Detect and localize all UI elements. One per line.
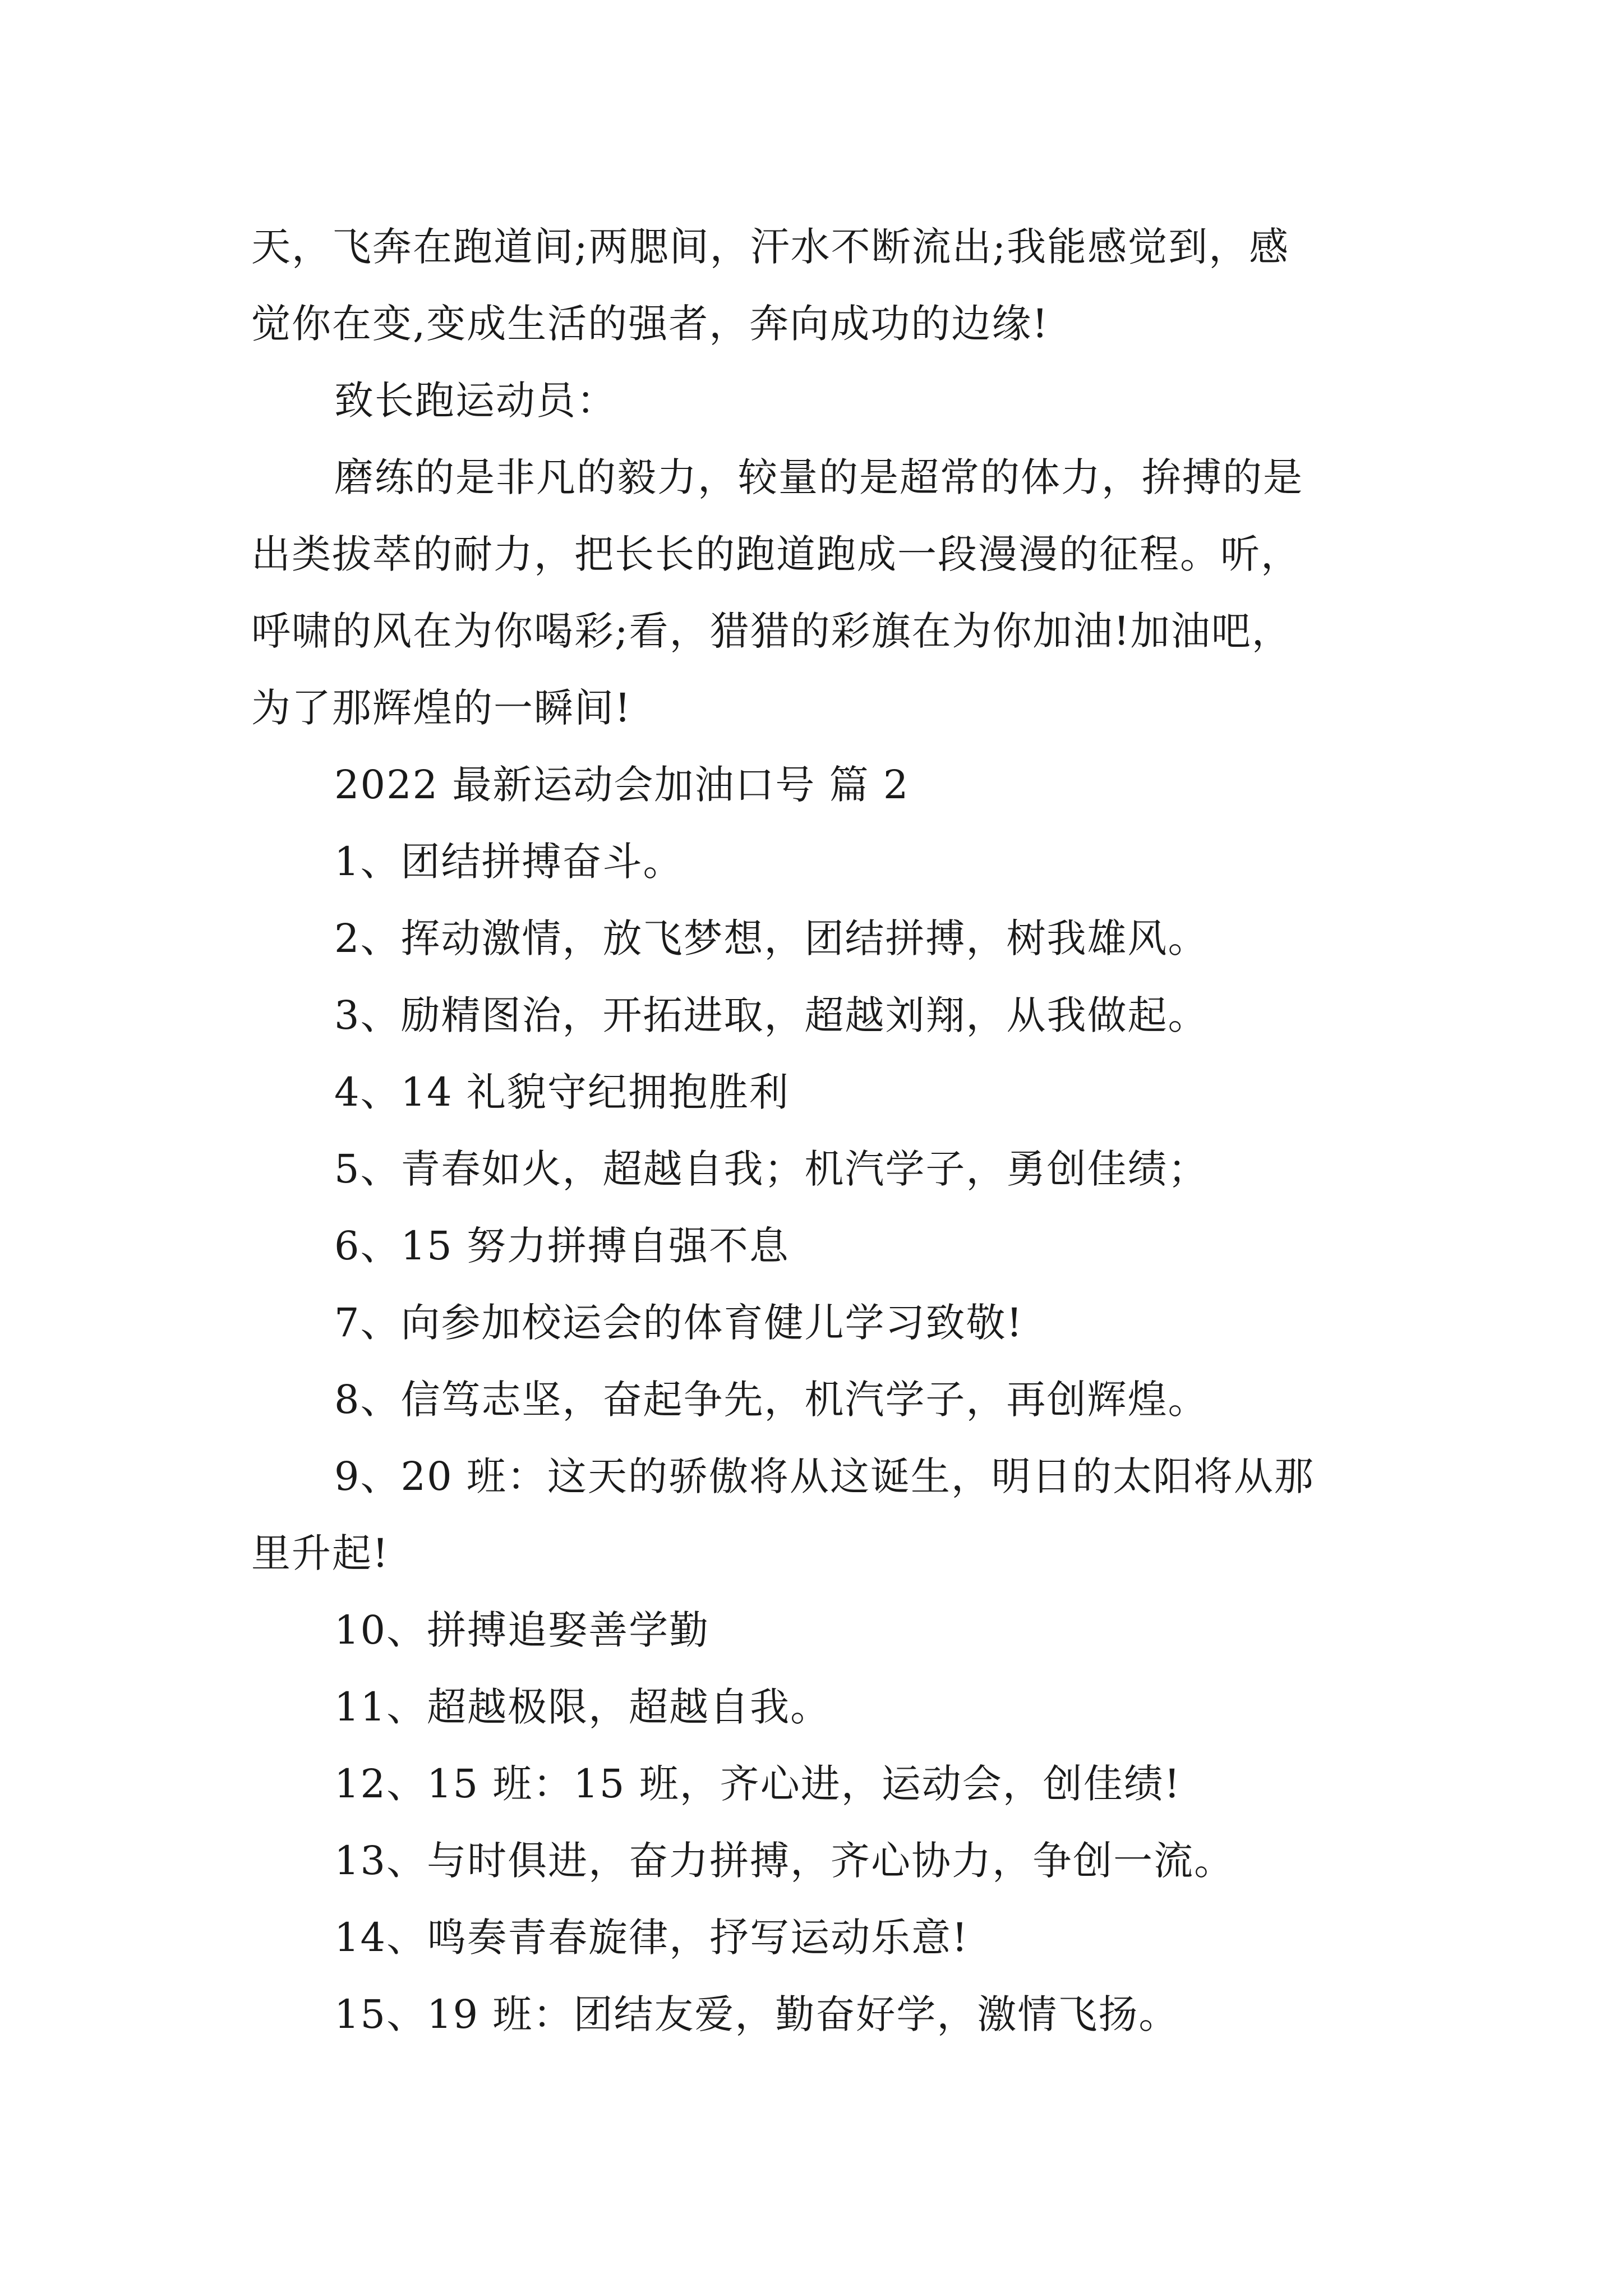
text-line: 天，飞奔在跑道间;两腮间，汗水不断流出;我能感觉到，感 — [251, 224, 1290, 270]
list-item: 12、15 班：15 班，齐心进，运动会，创佳绩! — [334, 1761, 1181, 1807]
text-line: 磨练的是非凡的毅力，较量的是超常的体力，拚搏的是 — [334, 454, 1303, 500]
list-item: 11、超越极限，超越自我。 — [334, 1684, 831, 1730]
section-heading: 致长跑运动员： — [334, 378, 617, 424]
text-line: 出类拔萃的耐力，把长长的跑道跑成一段漫漫的征程。听， — [251, 531, 1301, 577]
list-item: 3、励精图治，开拓进取，超越刘翔，从我做起。 — [334, 992, 1209, 1038]
list-item: 10、拼搏追娶善学勤 — [334, 1607, 710, 1653]
list-item: 15、19 班：团结友爱，勤奋好学，激情飞扬。 — [334, 1991, 1179, 2037]
list-item: 6、15 努力拼搏自强不息 — [334, 1223, 790, 1269]
list-item: 4、14 礼貌守纪拥抱胜利 — [334, 1069, 790, 1115]
list-item: 1、团结拼搏奋斗。 — [334, 839, 684, 885]
section-title: 2022 最新运动会加油口号 篇 2 — [334, 762, 910, 808]
list-item: 9、20 班：这天的骄傲将从这诞生，明日的太阳将从那 — [334, 1453, 1315, 1499]
text-line: 呼啸的风在为你喝彩;看，猎猎的彩旗在为你加油!加油吧， — [251, 608, 1292, 654]
text-line: 觉你在变,变成生活的强者，奔向成功的边缘! — [251, 301, 1049, 347]
list-item: 5、青春如火，超越自我；机汽学子，勇创佳绩； — [334, 1146, 1209, 1192]
list-item: 2、挥动激情，放飞梦想，团结拼搏，树我雄风。 — [334, 915, 1209, 961]
text-line: 为了那辉煌的一瞬间! — [251, 685, 632, 731]
list-item: 13、与时俱进，奋力拼搏，齐心协力，争创一流。 — [334, 1838, 1235, 1884]
document-body — [251, 209, 1378, 2053]
list-item: 7、向参加校运会的体育健儿学习致敬! — [334, 1300, 1023, 1346]
list-item: 8、信笃志坚，奋起争先，机汽学子，再创辉煌。 — [334, 1377, 1209, 1423]
list-item-continuation: 里升起! — [251, 1530, 390, 1576]
list-item: 14、鸣奏青春旋律，抒写运动乐意! — [334, 1915, 969, 1961]
